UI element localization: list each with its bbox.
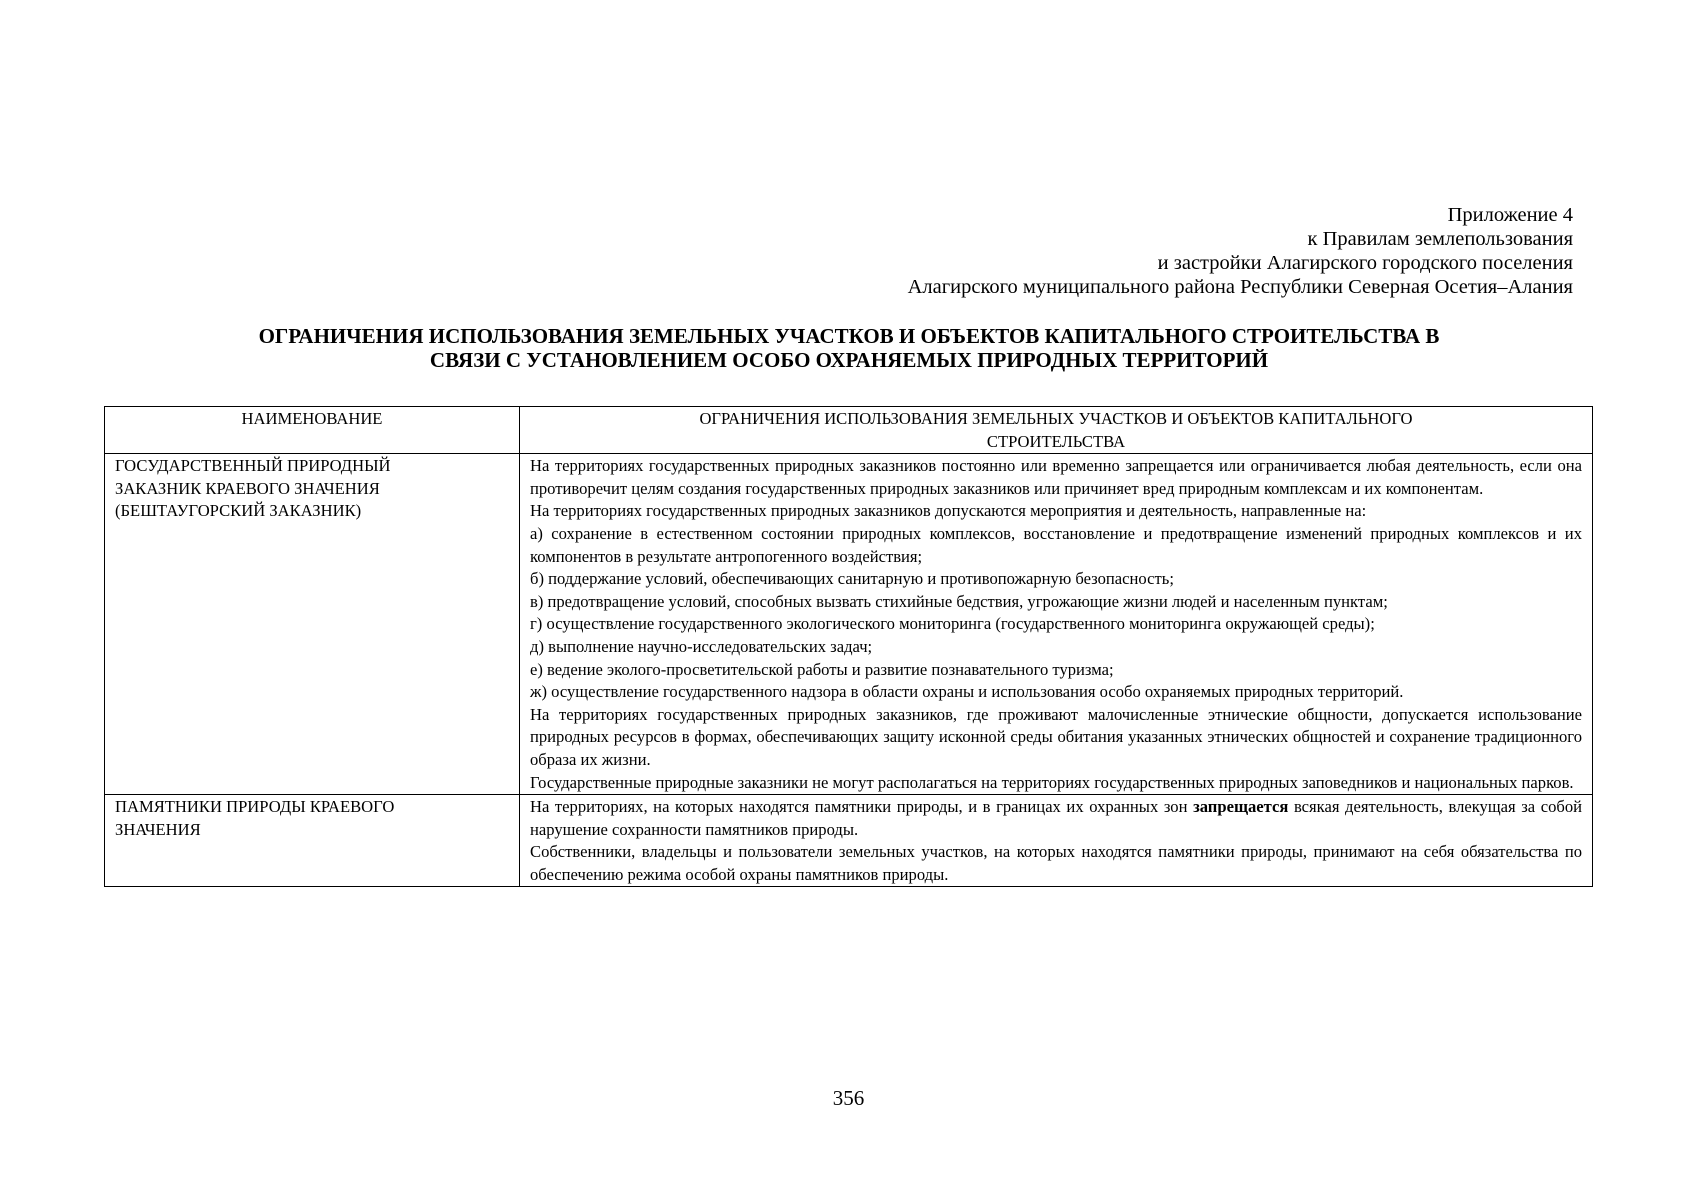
- paragraph: в) предотвращение условий, способных вызвать стихийные бедствия, угрожающие жизни людей и населенным пунктам;: [530, 591, 1388, 611]
- paragraph: а) сохранение в естественном состоянии природных комплексов, восстановление и предотвращение изменений природных комплексов и их компонентов в результате антропогенного воздействия;: [530, 523, 1582, 566]
- row-name-line: ЗАКАЗНИК КРАЕВОГО ЗНАЧЕНИЯ: [115, 478, 380, 498]
- table-row: [105, 454, 1593, 795]
- paragraph: б) поддержание условий, обеспечивающих санитарную и противопожарную безопасность;: [530, 569, 1174, 589]
- paragraph: д) выполнение научно-исследовательских задач;: [530, 636, 873, 656]
- paragraph: [530, 796, 1582, 841]
- header-restrictions: [520, 407, 1593, 454]
- restrictions-table: [104, 406, 1593, 887]
- header-restrictions-line-1: ОГРАНИЧЕНИЯ ИСПОЛЬЗОВАНИЯ ЗЕМЕЛЬНЫХ УЧАСТКОВ И ОБЪЕКТОВ КАПИТАЛЬНОГО: [699, 409, 1413, 428]
- row-name-line: ГОСУДАРСТВЕННЫЙ ПРИРОДНЫЙ: [115, 456, 391, 476]
- title-line-1: ОГРАНИЧЕНИЯ ИСПОЛЬЗОВАНИЯ ЗЕМЕЛЬНЫХ УЧАСТКОВ И ОБЪЕКТОВ КАПИТАЛЬНОГО СТРОИТЕЛЬСТВА В: [258, 324, 1440, 348]
- paragraph: На территориях государственных природных заказников допускаются мероприятия и деятельность, направленные на:: [530, 501, 1367, 521]
- row-restrictions-cell: [520, 795, 1593, 887]
- row-name-line: ЗНАЧЕНИЯ: [115, 819, 201, 839]
- emphasis-prohibited: запрещается: [1193, 797, 1289, 817]
- appendix-line: к Правилам землепользования: [1307, 228, 1573, 250]
- row-restrictions-cell: [520, 454, 1593, 795]
- appendix-line: и застройки Алагирского городского поселения: [1157, 252, 1573, 274]
- title-line-2: СВЯЗИ С УСТАНОВЛЕНИЕМ ОСОБО ОХРАНЯЕМЫХ ПРИРОДНЫХ ТЕРРИТОРИЙ: [429, 348, 1269, 372]
- paragraph: Собственники, владельцы и пользователи земельных участков, на которых находятся памятники природы, принимают на себя обязательства по обеспечению режима особой охраны памятников природы.: [530, 842, 1582, 884]
- page-number: 356: [832, 1086, 865, 1110]
- row-name-cell: [105, 454, 520, 795]
- document-title: [104, 324, 1594, 372]
- row-name-cell: [105, 795, 520, 887]
- paragraph: г) осуществление государственного экологического мониторинга (государственного мониторинга окружающей среды);: [530, 614, 1375, 634]
- appendix-line: Приложение 4: [1447, 204, 1573, 226]
- paragraph: На территориях государственных природных заказников постоянно или временно запрещается или ограничивается любая деятельность, если она противоречит целям создания государственных природных заказников или причиняет вред природным комплексам и их компонентам.: [530, 456, 1582, 498]
- paragraph: Государственные природные заказники не могут располагаться на территориях государственных природных заповедников и национальных парков.: [530, 772, 1574, 792]
- paragraph-text: На территориях, на которых находятся памятники природы, и в границах их охранных зон: [530, 797, 1188, 817]
- appendix-line: Алагирского муниципального района Республики Северная Осетия–Алания: [907, 276, 1573, 298]
- paragraph-text: всякая деятельность, влекущая за собой нарушение сохранности памятников природы.: [530, 797, 1582, 839]
- appendix-reference: [673, 203, 1573, 299]
- header-restrictions-line-2: СТРОИТЕЛЬСТВА: [986, 431, 1126, 451]
- paragraph: ж) осуществление государственного надзора в области охраны и использования особо охраняемых природных территорий.: [530, 682, 1404, 702]
- paragraph: е) ведение эколого-просветительской работы и развитие познавательного туризма;: [530, 659, 1114, 679]
- table-header-row: [105, 407, 1593, 454]
- row-name-line: (БЕШТАУГОРСКИЙ ЗАКАЗНИК): [115, 501, 362, 521]
- row-name-line: ПАМЯТНИКИ ПРИРОДЫ КРАЕВОГО: [115, 797, 395, 817]
- header-name: НАИМЕНОВАНИЕ: [105, 407, 520, 454]
- table-row: [105, 795, 1593, 887]
- paragraph: На территориях государственных природных заказников, где проживают малочисленные этнические общности, допускается использование природных ресурсов в формах, обеспечивающих защиту исконной среды обитания указанных этнических общностей и сохранение традиционного образа их жизни.: [530, 704, 1582, 769]
